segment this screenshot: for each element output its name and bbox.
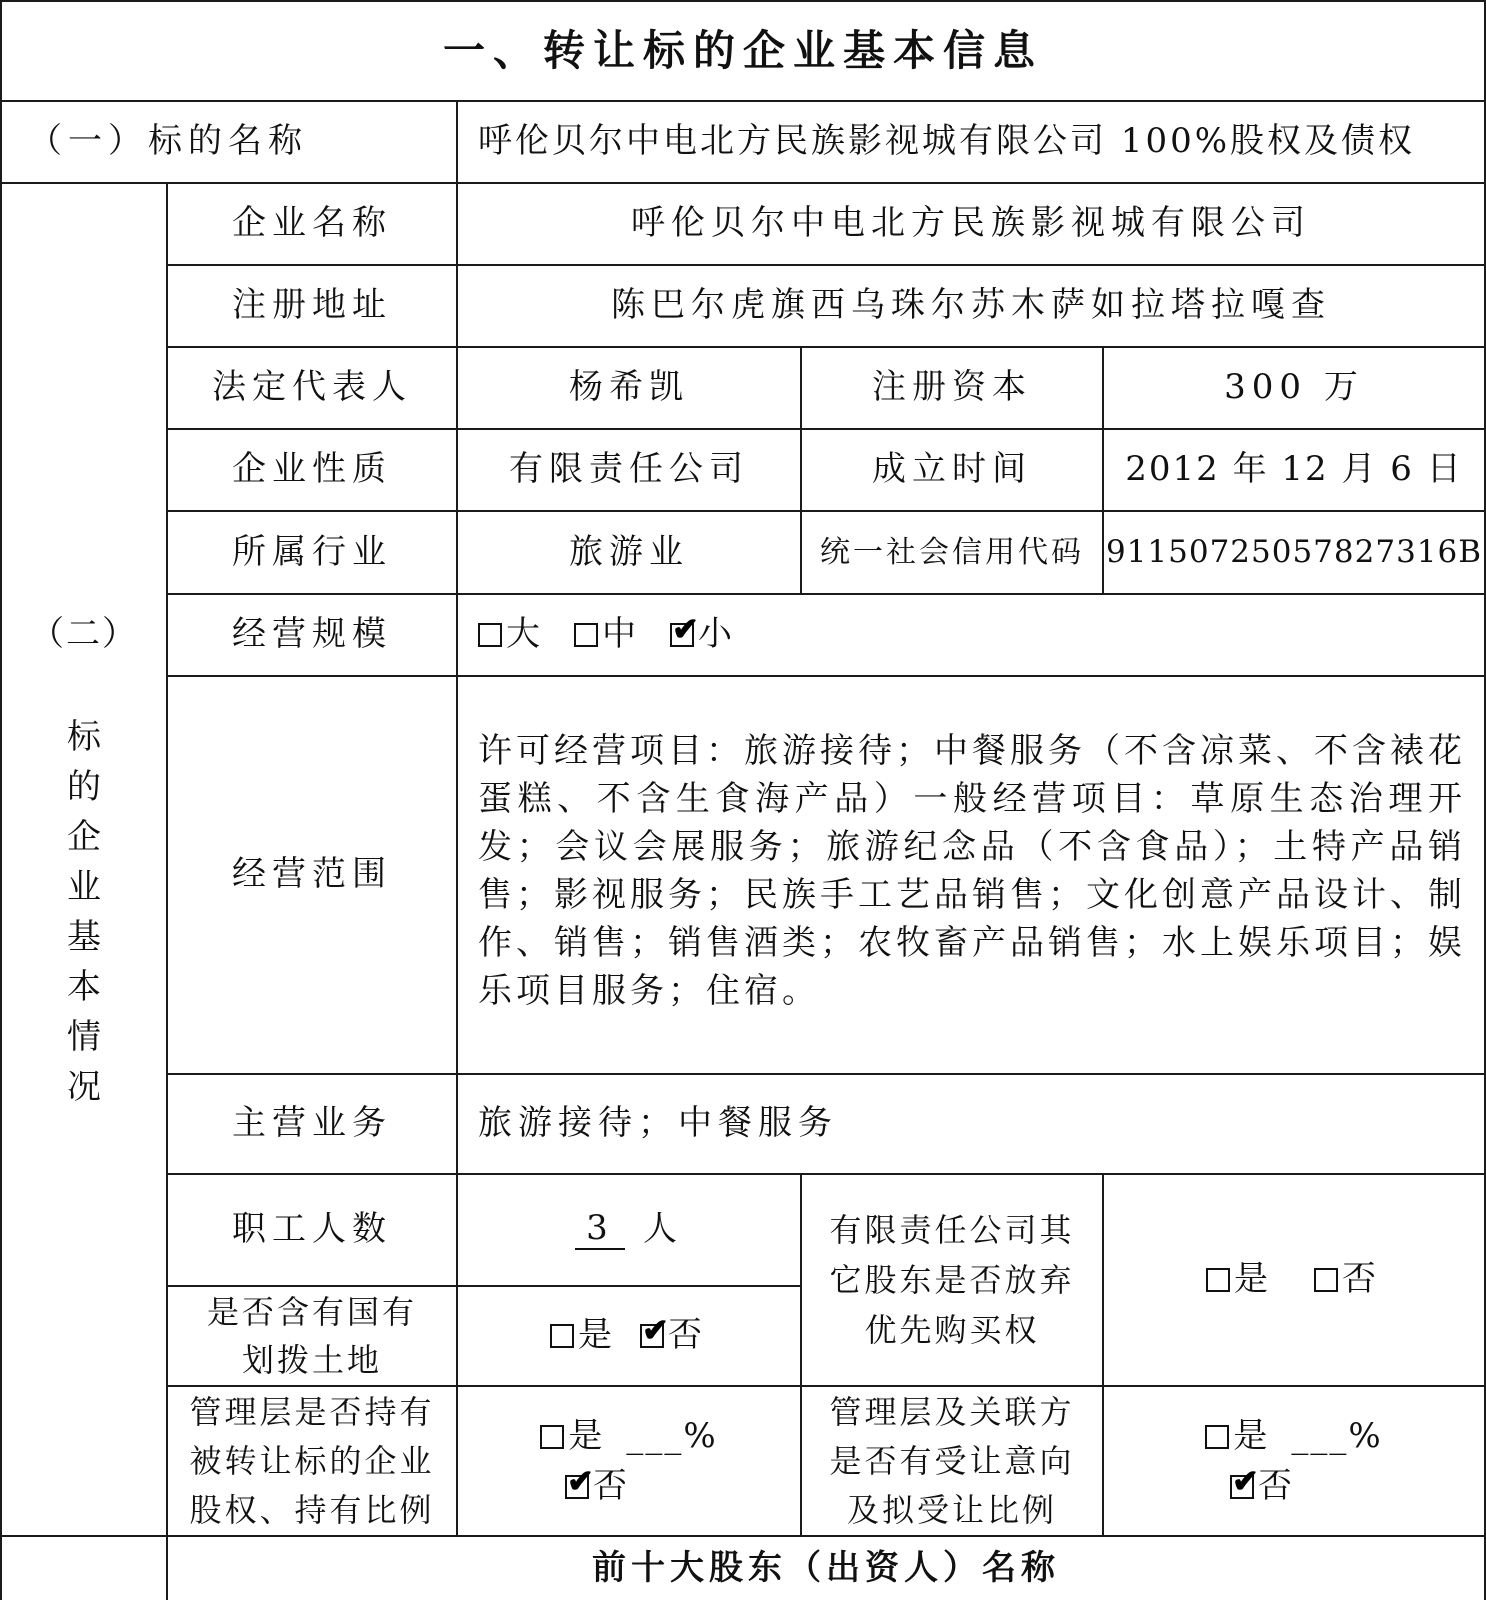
section2-char: 标: [67, 717, 101, 757]
founded-label: 成立时间: [872, 449, 1032, 490]
section2-char: 情: [67, 1017, 101, 1057]
shareholders-header: 前十大股东（出资人）名称: [592, 1547, 1060, 1588]
checkbox-icon: [478, 623, 502, 647]
staff-value: [458, 1175, 800, 1285]
section2-char: 基: [67, 917, 101, 957]
section2-char: 企: [67, 817, 101, 857]
checkbox-icon: [550, 1324, 574, 1348]
checkbox-icon: [1206, 1268, 1230, 1292]
founded-value: 2012 年 12 月 6 日: [1125, 449, 1463, 490]
option-label: 中: [602, 614, 642, 655]
percent-blank: ___%: [1291, 1416, 1383, 1456]
capital-label: 注册资本: [872, 367, 1032, 408]
scale-option-large[interactable]: [478, 610, 546, 659]
section2-char: 业: [67, 867, 101, 907]
mgmt-intent-yes[interactable]: [1205, 1411, 1382, 1461]
label-line: 是否含有国有: [206, 1293, 417, 1331]
checked-checkbox-icon: [670, 623, 694, 647]
section2-char: 本: [67, 967, 101, 1007]
nature-value: 有限责任公司: [509, 449, 749, 490]
subject-value: 呼伦贝尔中电北方民族影视城有限公司 100%股权及债权: [478, 121, 1416, 162]
mgmt-hold-yes[interactable]: [540, 1411, 717, 1461]
scale-label: 经营规模: [232, 614, 392, 655]
capital-value: 300 万: [1224, 367, 1364, 408]
option-label: 是: [568, 1416, 609, 1456]
preemption-no[interactable]: [1314, 1255, 1382, 1304]
label-line: 有限责任公司其: [829, 1211, 1075, 1249]
label-line: 优先购买权: [864, 1311, 1040, 1349]
option-label: 是: [578, 1315, 618, 1356]
mgmt-intent-options: [1104, 1387, 1484, 1535]
credit-code-value: 91150725057827316B: [1105, 534, 1483, 571]
table-title: 一、转让标的企业基本信息: [442, 25, 1043, 75]
checked-checkbox-icon: [1230, 1475, 1254, 1499]
industry-value: 旅游业: [569, 531, 689, 572]
option-label: 否: [593, 1466, 633, 1506]
scope-text: 许可经营项目：旅游接待；中餐服务（不含凉菜、不含裱花蛋糕、不含生食海产品）一般经营项目：草原生态治理开发；会议会展服务；旅游纪念品（不含食品）；土特产品销售；影视服务；民族手工艺品销售；文化创意产品设计、制作、销售；销售酒类；农牧畜产品销售；水上娱乐项目；娱乐项目服务；住宿。: [478, 731, 1466, 1011]
mgmt-intent-label: [802, 1387, 1102, 1535]
scale-options: [458, 595, 1484, 675]
checked-checkbox-icon: [640, 1324, 664, 1348]
land-no[interactable]: [640, 1311, 708, 1360]
checkbox-icon: [540, 1425, 564, 1449]
mgmt-intent-no[interactable]: [1230, 1461, 1298, 1511]
staff-unit: 人: [643, 1209, 683, 1250]
land-label: [168, 1287, 456, 1385]
checkbox-icon: [574, 623, 598, 647]
credit-code-label: 统一社会信用代码: [820, 534, 1084, 570]
label-line: 它股东是否放弃: [829, 1261, 1075, 1299]
mgmt-hold-no[interactable]: [565, 1461, 633, 1511]
address-value: 陈巴尔虎旗西乌珠尔苏木萨如拉塔拉嘎查: [611, 285, 1331, 326]
section2-char: 况: [67, 1067, 101, 1107]
industry-label: 所属行业: [232, 531, 392, 572]
mgmt-hold-options: [458, 1387, 800, 1535]
label-line: 管理层及关联方: [829, 1392, 1075, 1431]
percent-blank: ___%: [626, 1416, 718, 1456]
company-name-label: 企业名称: [232, 203, 392, 244]
land-options: [458, 1287, 800, 1385]
checkbox-icon: [1205, 1425, 1229, 1449]
checkbox-icon: [1314, 1268, 1338, 1292]
label-line: 是否有受让意向: [829, 1441, 1075, 1480]
address-label: 注册地址: [232, 285, 392, 326]
main-business-label: 主营业务: [232, 1103, 392, 1144]
legal-rep-label: 法定代表人: [212, 367, 412, 408]
land-yes[interactable]: [550, 1311, 618, 1360]
section2-number: （二）: [30, 614, 138, 655]
option-label: 否: [1342, 1259, 1382, 1300]
company-name-value: 呼伦贝尔中电北方民族影视城有限公司: [631, 203, 1311, 244]
section2-char: 的: [67, 767, 101, 807]
staff-label: 职工人数: [232, 1209, 392, 1250]
option-label: 是: [1233, 1416, 1274, 1456]
option-label: 否: [1258, 1466, 1298, 1506]
option-label: 大: [506, 614, 546, 655]
option-label: 否: [668, 1315, 708, 1356]
preemption-yes[interactable]: [1206, 1255, 1274, 1304]
option-label: 小: [698, 614, 738, 655]
staff-count: 3: [575, 1210, 625, 1249]
label-line: 划拨土地: [241, 1341, 382, 1379]
preemption-label: [802, 1175, 1102, 1385]
label-line: 股权、持有比例: [189, 1490, 435, 1529]
label-line: 及拟受让比例: [846, 1490, 1057, 1529]
section2-name: [2, 712, 166, 1112]
scale-option-medium[interactable]: [574, 610, 642, 659]
checked-checkbox-icon: [565, 1475, 589, 1499]
mgmt-hold-label: [168, 1387, 456, 1535]
label-line: 管理层是否持有: [189, 1392, 435, 1431]
scope-label: 经营范围: [232, 854, 392, 895]
label-line: 被转让标的企业: [189, 1441, 435, 1480]
subject-label: （一）标的名称: [28, 121, 308, 162]
option-label: 是: [1234, 1259, 1274, 1300]
preemption-options: [1104, 1175, 1484, 1385]
nature-label: 企业性质: [232, 449, 392, 490]
main-business-value: 旅游接待；中餐服务: [478, 1103, 838, 1144]
scale-option-small[interactable]: [670, 610, 738, 659]
legal-rep-value: 杨希凯: [569, 367, 689, 408]
